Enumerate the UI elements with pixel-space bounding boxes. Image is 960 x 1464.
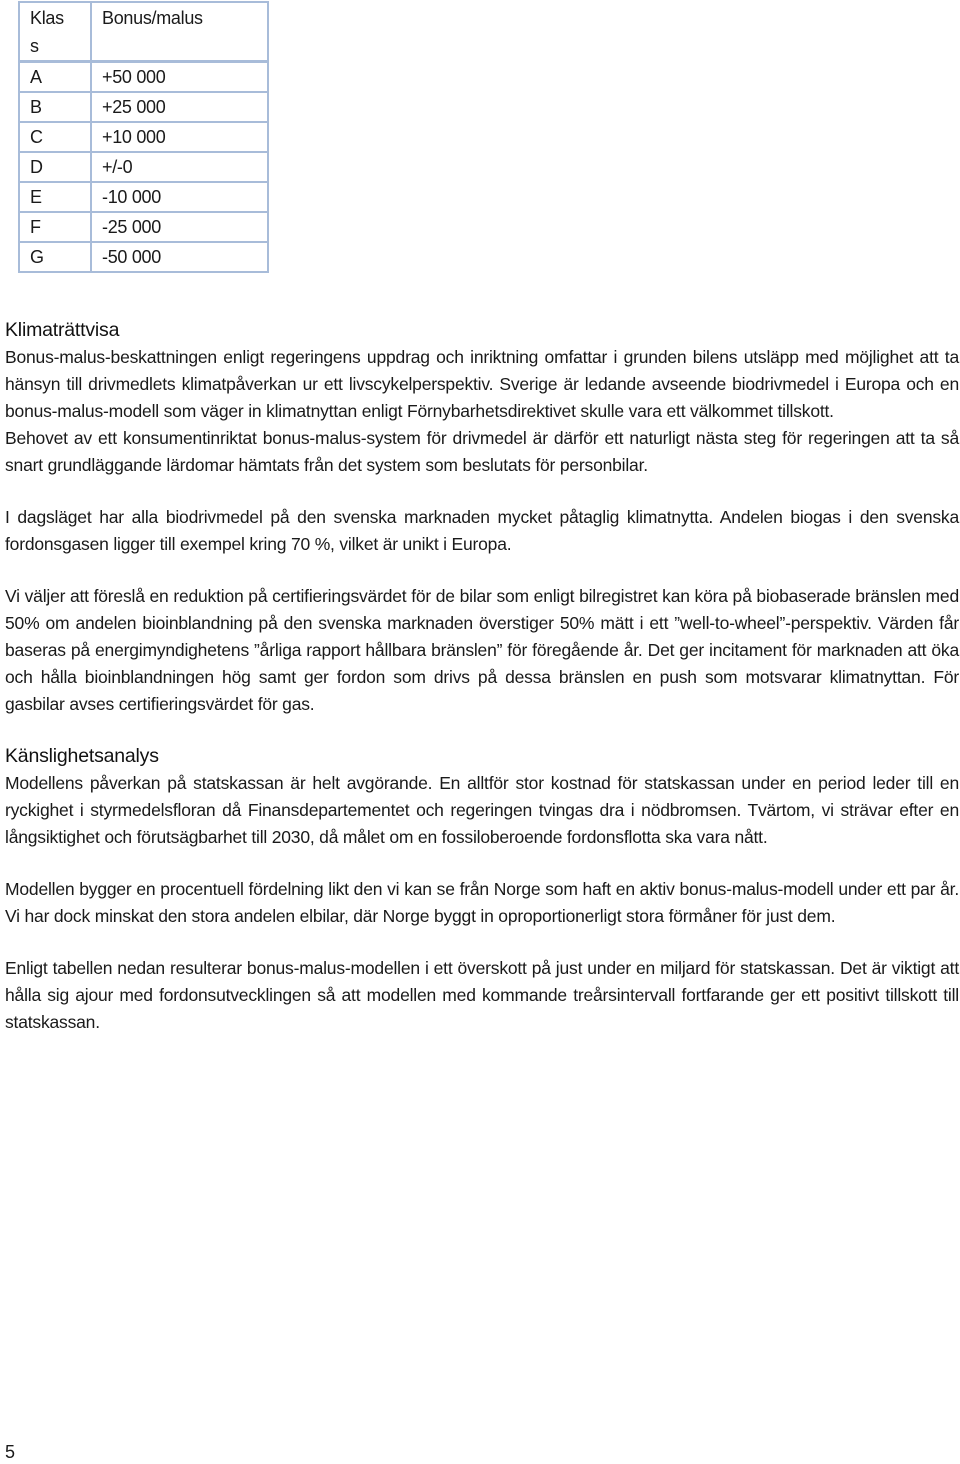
amount-cell: -50 000: [91, 242, 268, 272]
paragraph: I dagsläget har alla biodrivmedel på den svenska marknaden mycket påtaglig klimatnytta. Andelen biogas i den svenska fordonsgasen ligger till exempel kring 70 %, vilket är unikt i Europa.: [5, 507, 959, 554]
paragraph: Behovet av ett konsumentinriktat bonus-malus-system för drivmedel är därför ett naturligt nästa steg för regeringen att ta så snart grundläggande lärdomar hämtats från det system som beslutats för personbilar.: [5, 428, 959, 475]
table-row: [19, 152, 268, 182]
class-cell: D: [19, 152, 91, 182]
table-header-row: [19, 2, 268, 62]
table-row: [19, 122, 268, 152]
paragraph-spacer: [5, 718, 959, 742]
page-number: 5: [5, 1442, 16, 1462]
section-heading-klimatrattvisa: Klimaträttvisa: [5, 319, 120, 341]
document-body: [5, 316, 959, 1036]
paragraph: Modellens påverkan på statskassan är helt avgörande. En alltför stor kostnad för statskassan under en period leder till en ryckighet i styrmedelsfloran då Finansdepartementet och regeringen tvingas dra i nödbromsen. Tvärtom, vi strävar efter en långsiktighet och förutsägbarhet till 2030, då målet om en fossiloberoende fordonsflotta ska vara nått.: [5, 773, 959, 847]
amount-cell: -10 000: [91, 182, 268, 212]
class-cell: G: [19, 242, 91, 272]
paragraph-spacer: [5, 930, 959, 955]
amount-cell: -25 000: [91, 212, 268, 242]
paragraph: Bonus-malus-beskattningen enligt regeringens uppdrag och inriktning omfattar i grunden bilens utsläpp med möjlighet att ta hänsyn till drivmedlets klimatpåverkan ur ett livscykelperspektiv. Sverige är ledande avseende biodrivmedel i Europa och en bonus-malus-modell som väger in klimatnyttan enligt Förnybarhetsdirektivet skulle vara ett välkommet tillskott.: [5, 347, 959, 421]
paragraph-spacer: [5, 479, 959, 504]
paragraph: Vi väljer att föreslå en reduktion på certifieringsvärdet för de bilar som enligt bilregistret kan köra på biobaserade bränslen med 50% om andelen bioinblandning på den svenska marknaden överstiger 50% mätt i ett ”well-to-wheel”-perspektiv. Värden får baseras på energimyndighetens ”årliga rapport hållbara bränslen” för föregående år. Det ger incitament för marknaden att öka och hålla bioinblandningen hög samt ger fordon som drivs på dessa bränslen en push som motsvarar klimatnyttan. För gasbilar avses certifieringsvärdet för gas.: [5, 586, 959, 714]
amount-cell: +10 000: [91, 122, 268, 152]
paragraph: Enligt tabellen nedan resulterar bonus-malus-modellen i ett överskott på just under en miljard för statskassan. Det är viktigt att hålla sig ajour med fordonsutvecklingen så att modellen med kommande treårsintervall fortfarande ger ett positivt tillskott till statskassan.: [5, 958, 959, 1032]
table-row: [19, 62, 268, 93]
amount-cell: +50 000: [91, 62, 268, 93]
table-row: [19, 212, 268, 242]
class-cell: E: [19, 182, 91, 212]
column-header-bonus-malus: Bonus/malus: [91, 2, 268, 62]
paragraph-spacer: [5, 558, 959, 583]
class-cell: B: [19, 92, 91, 122]
table-row: [19, 182, 268, 212]
paragraph: Modellen bygger en procentuell fördelning likt den vi kan se från Norge som haft en aktiv bonus-malus-modell under ett par år. Vi har dock minskat den stora andelen elbilar, där Norge byggt in oproportionerligt stora förmåner för just dem.: [5, 879, 959, 926]
bonus-malus-table: [18, 1, 269, 273]
amount-cell: +25 000: [91, 92, 268, 122]
class-cell: A: [19, 62, 91, 93]
table-row: [19, 242, 268, 272]
column-header-class: Klass: [19, 2, 91, 62]
class-cell: F: [19, 212, 91, 242]
paragraph-spacer: [5, 851, 959, 876]
class-cell: C: [19, 122, 91, 152]
table-row: [19, 92, 268, 122]
section-heading-kanslighetsanalys: Känslighetsanalys: [5, 745, 159, 767]
amount-cell: +/-0: [91, 152, 268, 182]
